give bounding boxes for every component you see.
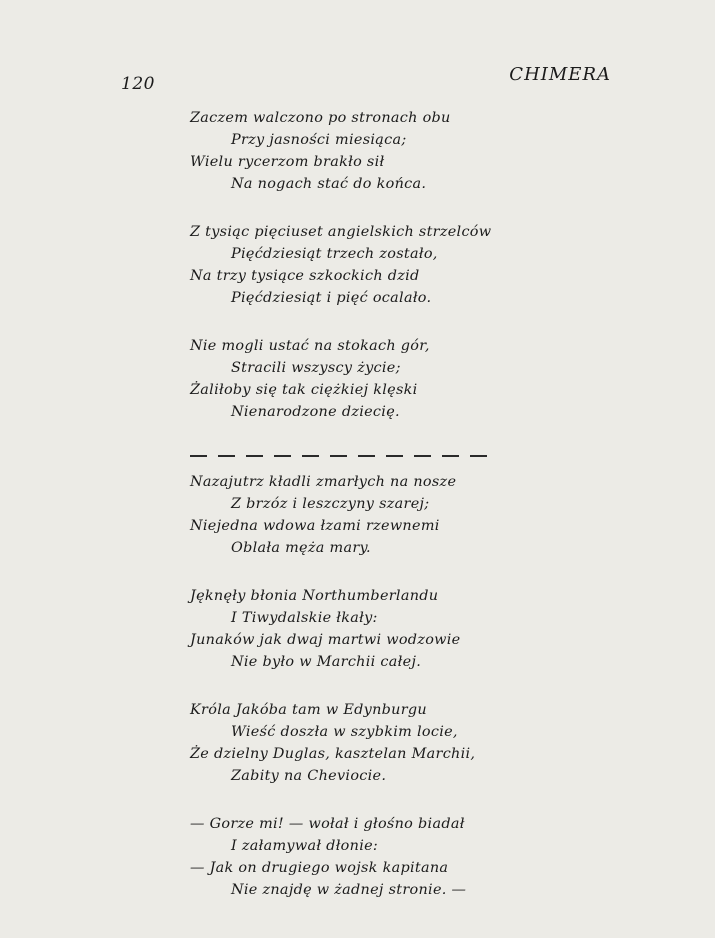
verse-line: Z tysiąc pięciuset angielskich strzelców <box>190 224 492 240</box>
separator-dash <box>190 455 207 456</box>
verse-line: Pięćdziesiąt i pięć ocalało. <box>231 290 432 306</box>
verse-line: Z brzóz i leszczyny szarej; <box>231 496 430 512</box>
separator-dash <box>302 455 319 456</box>
verse-line: Nie było w Marchii całej. <box>231 654 422 670</box>
verse-line: Jęknęły błonia Northumberlandu <box>190 588 439 604</box>
verse-line: I Tiwydalskie łkały: <box>231 610 378 626</box>
verse-line: Że dzielny Duglas, kasztelan Marchii, <box>190 746 476 762</box>
separator-dash <box>470 455 487 456</box>
verse-line: Wieść doszła w szybkim locie, <box>231 724 458 740</box>
stanza <box>190 107 520 195</box>
verse-line: — Jak on drugiego wojsk kapitana <box>190 860 449 876</box>
verse-line: Przy jasności miesiąca; <box>231 132 407 148</box>
verse-line: Pięćdziesiąt trzech zostało, <box>231 246 438 262</box>
verse-line: Nie znajdę w żadnej stronie. — <box>231 882 467 898</box>
separator-dash <box>330 455 347 456</box>
separator-dash <box>442 455 459 456</box>
verse-line: Zaczem walczono po stronach obu <box>190 110 451 126</box>
page-number: 120 <box>121 74 155 94</box>
verse-line: — Gorze mi! — wołał i głośno biadał <box>190 816 465 832</box>
stanza <box>190 585 520 673</box>
stanza <box>190 335 520 423</box>
separator-dash <box>246 455 263 456</box>
verse-line: Na trzy tysiące szkockich dzid <box>190 268 420 284</box>
verse-line: Zabity na Cheviocie. <box>231 768 387 784</box>
running-title: CHIMERA <box>509 64 611 85</box>
section-separator <box>190 445 520 467</box>
verse-line: Oblała męża mary. <box>231 540 371 556</box>
stanza <box>190 471 520 559</box>
verse-line: Na nogach stać do końca. <box>231 176 427 192</box>
stanza <box>190 699 520 787</box>
verse-line: Nie mogli ustać na stokach gór, <box>190 338 430 354</box>
verse-line: Nazajutrz kładli zmarłych na nosze <box>190 474 457 490</box>
separator-dash <box>218 455 235 456</box>
stanza <box>190 221 520 309</box>
separator-dash <box>414 455 431 456</box>
verse-line: Wielu rycerzom brakło sił <box>190 154 385 170</box>
verse-line: Stracili wszyscy życie; <box>231 360 401 376</box>
verse-line: Króla Jakóba tam w Edynburgu <box>190 702 427 718</box>
verse-line: Junaków jak dwaj martwi wodzowie <box>190 632 461 648</box>
verse-line: Żaliłoby się tak ciężkiej klęski <box>190 382 418 398</box>
stanza <box>190 813 520 901</box>
verse-line: I załamywał dłonie: <box>231 838 379 854</box>
verse-line: Nienarodzone dziecię. <box>231 404 400 420</box>
separator-dash <box>358 455 375 456</box>
separator-dash <box>274 455 291 456</box>
poem-body <box>190 107 520 927</box>
verse-line: Niejedna wdowa łzami rzewnemi <box>190 518 440 534</box>
separator-dash <box>386 455 403 456</box>
